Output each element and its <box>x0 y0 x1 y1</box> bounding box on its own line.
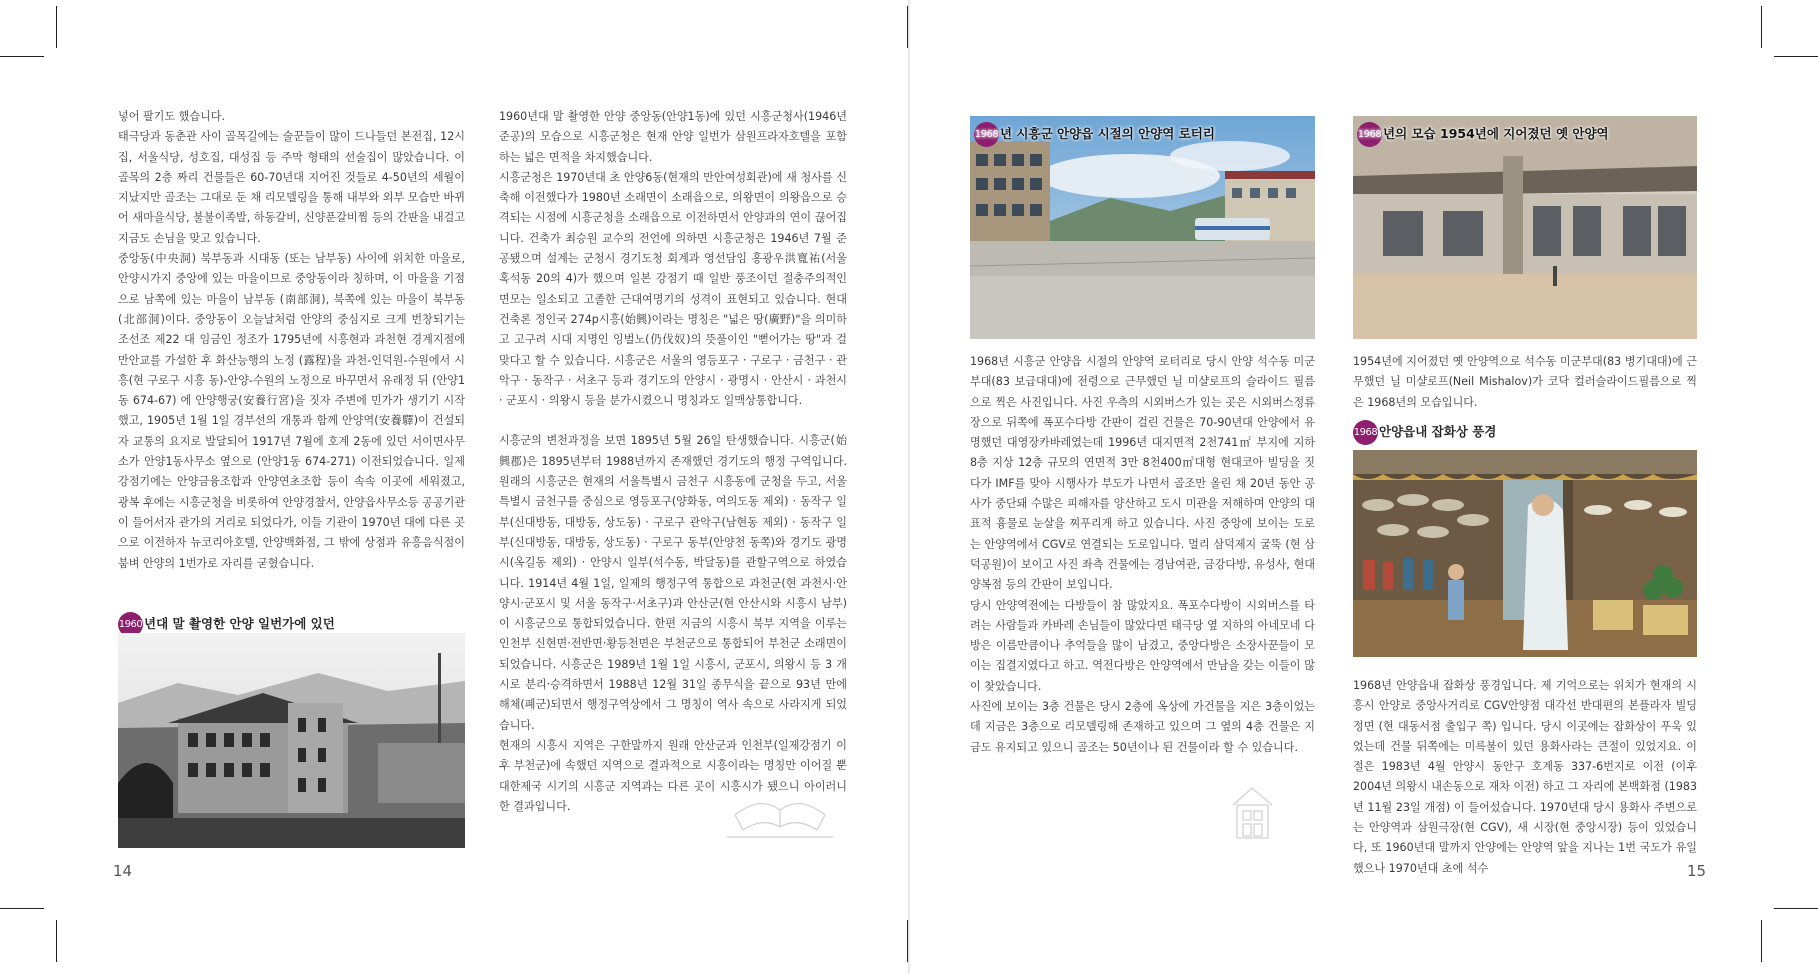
paragraph: 1968년 안양읍내 잡화상 풍경입니다. 제 기억으로는 위치가 현재의 시흥시 안양로 중앙사거리로 CGV안양점 대각선 반대편의 본플라자 빌딩 정면 (현 대동서점 출입구 쪽) 입니다. 당시 이곳에는 잡화상이 푸욱 있었는데 건물 뒤쪽에는 미륵불이 있던 용화사라는 큰절이 있었지요. 이 절은 1983년 4월 안양시 동안구 호계동 337-6번지로 이전 (이후 2004년 의왕시 내손동으로 재차 이전) 하고 그 자리에 본백화점 (1983년 11월 23일 개점) 이 들어섰습니다. 1970년대 당시 용화사 주변으로는 안양역과 삼원극장(현 CGV), 새 시장(현 중앙시장) 등이 있었습니다, 또 1960년대 말까지 안양에는 안양역 앞을 지나는 1번 국도가 유일했으나 1970년대 초에 석수 <box>1353 679 1697 875</box>
right-column-2-top <box>1353 352 1697 413</box>
paragraph: 1968년 시흥군 안양읍 시절의 안양역 로터리로 당시 안양 석수동 미군부대(83 보급대대)에 전령으로 근무했던 닐 미샬로프의 슬라이드 필름으로 찍은 사진입니다. 사진 우측의 시외버스가 있는 곳은 시외버스정류장으로 뒤쪽에 폭포수다방 간판이 걸린 건물은 70-90년대 안양에서 유명했던 대영장카바레였는데 1996년 대지면적 2천741㎡ 부지에 지하 8층 지상 12층 규모의 연면적 3만 8천400㎡대형 현대코아 빌딩을 짓다가 IMF를 맞아 시행사가 부도가 나면서 골조만 올린 채 20년 동안 공사가 중단돼 수많은 피해자를 양산하고 도시 미관을 저해하며 안양의 대표적 흉물로 눈살을 찌푸리게 하고 있습니다. 사진 중앙에 보이는 도로는 안양역에서 CGV로 연결되는 도로입니다. 멀리 삼덕제지 굴뚝 (현 삼덕공원)이 보이고 사진 좌측 건물에는 경남여관, 금강다방, 유성사, 현대양복점 등의 간판이 보입니다. <box>970 355 1315 592</box>
crop-mark <box>1761 920 1762 962</box>
photo-caption <box>1353 420 1697 445</box>
general-store-photo <box>1353 450 1697 657</box>
year-badge: 1968 <box>1353 420 1378 445</box>
photo-title-text: 년의 모습 1954년에 지어졌던 옛 안양역 <box>1383 126 1609 141</box>
old-station-photo <box>1353 116 1697 339</box>
left-column-1 <box>118 107 465 574</box>
caption-text: 안양읍내 잡화상 풍경 <box>1379 424 1497 439</box>
paragraph: 사진에 보이는 3층 건물은 당시 2층에 옥상에 가건물을 지은 3층이었는데 지금은 3층으로 리모델링해 존재하고 있으며 그 옆의 4층 건물은 지금도 유지되고 있으니 골조는 50년이나 된 건물이라 할 수 있습니다. <box>970 700 1315 754</box>
year-badge: 1968 <box>1357 122 1382 147</box>
right-column-1 <box>970 352 1315 758</box>
station-rotary-photo <box>970 116 1315 339</box>
paragraph: 중앙동(中央洞) 북부동과 시대동 (또는 남부동) 사이에 위치한 마을로, 안양시가지 중앙에 있는 마을이므로 중앙동이라 칭하며, 이 마을을 기점으로 남쪽에 있는 마을이 남부동 (南部洞), 북쪽에 있는 마을이 북부동(北部洞)이다. 중앙동이 오늘날처럼 안양의 중심지로 크게 번창되기는 조선조 제22 대 임금인 정조가 1795년에 시흥현과 과천현 경계지점에 만안교를 가설한 후 화산능행의 노정 (露程)을 과천-인덕원-수원에서 시흥(현 구로구 시흥 동)-안양-수원의 노정으로 바꾸면서 유래정 뒤 (안양1동 674-67) 에 안양행궁(安養行宮)을 짓자 주변에 민가가 생기기 시작했고, 1905년 1월 1일 경부선의 개통과 함께 안양역(安養驛)이 건설되자 교통의 요지로 발달되어 1917년 7월에 호계 2동에 있던 서이면사무소가 안양1동사무소 옆으로 (안양1동 674-271) 이전되었습니다. 일제강점기에는 안양금융조합과 안양연초조합 등이 속속 이곳에 세워졌고, 광복 후에는 시흥군청을 비롯하여 안양경찰서, 안양읍사무소등 공공기관이 들어서자 관가의 거리로 되었다가, 이들 기관이 1970년 대에 다른 곳으로 이전하자 뉴코리아호텔, 안양백화점, 그 밖에 상점과 유흥음식점이 붐벼 안양의 1번가로 자리를 굳혔습니다. <box>118 252 465 570</box>
photo-title-text: 년 시흥군 안양읍 시절의 안양역 로터리 <box>1000 126 1215 141</box>
caption-line-1: 년대 말 촬영한 안양 일번가에 있던 <box>144 616 335 631</box>
photo-title <box>1357 122 1609 147</box>
crop-mark <box>56 6 57 48</box>
year-badge: 1968 <box>974 122 999 147</box>
city-hall-photo <box>118 633 465 848</box>
year-badge: 1960 <box>118 612 143 637</box>
page-number: 15 <box>1687 862 1707 880</box>
crop-mark <box>56 920 57 962</box>
photo-title <box>974 122 1215 147</box>
paragraph: 시흥군의 변천과정을 보면 1895년 5월 26일 탄생했습니다. 시흥군(始興郡)은 1895년부터 1988년까지 존재했던 경기도의 행정 구역입니다. 원래의 시흥군은 현재의 서울특별시 금천구 시흥동에 군청을 두고, 서울특별시 금천구를 중심으로 영등포구(양화동, 여의도동 제외) · 동작구 일부(신대방동, 대방동, 상도동) · 구로구 관악구(남현동 제외) · 동작구 일부(신대방동, 대방동, 상도동) · 구로구 동부(안양천 동쪽)와 경기도 광명시(옥길동 제외) · 안양시 일부(석수동, 박달동)를 관할구역으로 하였습니다. 1914년 4월 1일, 일제의 행정구역 통합으로 과천군(현 과천시·안양시·군포시 및 서울 동작구·서초구)과 안산군(현 안산시와 시흥시 남부)이 시흥군으로 통합되었습니다. 한편 지금의 시흥시 북부 지역을 이루는 인천부 신현면·전반면·황등천면은 부천군으로 통합되어 부천군 소래면이 되었습니다. 시흥군은 1989년 1월 1일 시흥시, 군포시, 의왕시 등 3 개시로 분리·승격하면서 1988년 12월 31일 종무식을 끝으로 93년 만에 해체(폐군)되면서 행정구역상에서 그 명칭이 역사 속으로 사라지게 되었습니다. <box>499 434 847 732</box>
crop-mark <box>1774 56 1818 57</box>
paragraph: 넣어 팔기도 했습니다. <box>118 110 226 123</box>
house-icon <box>1230 785 1275 840</box>
crop-mark <box>0 908 44 909</box>
paragraph: 시흥군청은 1970년대 초 안양6동(현재의 만안여성회관)에 새 청사를 신축해 이전했다가 1980년 소래면이 소래읍으로, 의왕면이 의왕읍으로 승격되는 시점에 시흥군청을 소래읍으로 이전하면서 안양과의 연이 끊어집니다. 건축가 최승원 교수의 전언에 의하면 시흥군청은 1946년 7월 준공됐으며 설계는 군청시 경기도청 회계과 영선담임 홍광우洪寬祐(서울 혹석동 20의 4)가 했으며 일본 강점기 때 일반 풍조이던 절충주의적인 면모는 일소되고 고졸한 근대여명기의 성격이 표현되고 있습니다. 현대건축론 정인국 274p시흥(始興)이라는 명칭은 "넓은 땅(廣野)"을 의미하고 고구려 시대 지명인 잉벌노(仍伐奴)의 뜻풀이인 "뻗어가는 땅"과 걸맞다고 할 수 있습니다. 시흥군은 서울의 영등포구 · 구로구 · 금천구 · 관악구 · 동작구 · 서초구 등과 경기도의 안양시 · 광명시 · 안산시 · 과천시 · 군포시 · 의왕시 등을 분가시켰으니 명칭과도 일맥상통합니다. <box>499 170 847 408</box>
open-book-icon <box>725 785 835 840</box>
left-column-2 <box>499 107 847 817</box>
crop-mark <box>907 6 908 48</box>
paragraph: 1954년에 지어졌던 옛 안양역으로 석수동 미군부대(83 병기대대)에 근무했던 닐 미샬로프(Neil Mishalov)가 코닥 컬러슬라이드필름으로 찍은 1968년의 모습입니다. <box>1353 355 1697 409</box>
crop-mark <box>1761 6 1762 48</box>
paragraph: 당시 안양역전에는 다방들이 참 많았지요. 폭포수다방이 시외버스를 타려는 사람들과 카바레 손님들이 많았다면 태극당 옆 지하의 아네모네 다방은 이름만큼이나 추억들을 많이 남겼고, 중앙다방은 소장사꾼들이 모이는 집결지였다고 하고. 역전다방은 안양역에서 만남을 갖는 이들이 많이 찾았습니다. <box>970 598 1315 693</box>
right-page <box>910 0 1818 974</box>
page-number: 14 <box>113 862 133 880</box>
paragraph: 1960년대 말 촬영한 안양 중앙동(안양1동)에 있던 시흥군청사(1946년 준공)의 모습으로 시흥군청은 현재 안양 일번가 삼원프라자호텔을 포함하는 넓은 면적을 차지했습니다. <box>499 110 847 164</box>
crop-mark <box>0 56 44 57</box>
right-column-2-bottom <box>1353 676 1697 879</box>
paragraph: 현재의 시흥시 지역은 구한말까지 원래 안산군과 인천부(일제강점기 이후 부천군)에 속했던 지역으로 결과적으로 시흥이라는 명칭만 이어질 뿐 대한제국 시기의 시흥군 지역과는 다른 곳이 시흥시가 됐으니 아이러니한 결과입니다. <box>499 738 847 813</box>
paragraph: 태극당과 동춘관 사이 골목길에는 술꾼들이 많이 드나들던 본전집, 12시 집, 서울식당, 성호집, 대성집 등 주막 형태의 선술집이 많았습니다. 이 골목의 2층 짜리 건물들은 60-70년대 지어진 것들로 4-50년의 세월이 지났지만 골조는 그대로 둔 채 리모델링을 통해 내부와 외부 모습만 바뀌어 새마을식당, 불불이족발, 하동갈비, 신양푼갈비찜 등의 간판을 내걸고 지금도 손님을 맞고 있습니다. <box>118 130 466 245</box>
crop-mark <box>907 920 908 962</box>
crop-mark <box>1774 908 1818 909</box>
